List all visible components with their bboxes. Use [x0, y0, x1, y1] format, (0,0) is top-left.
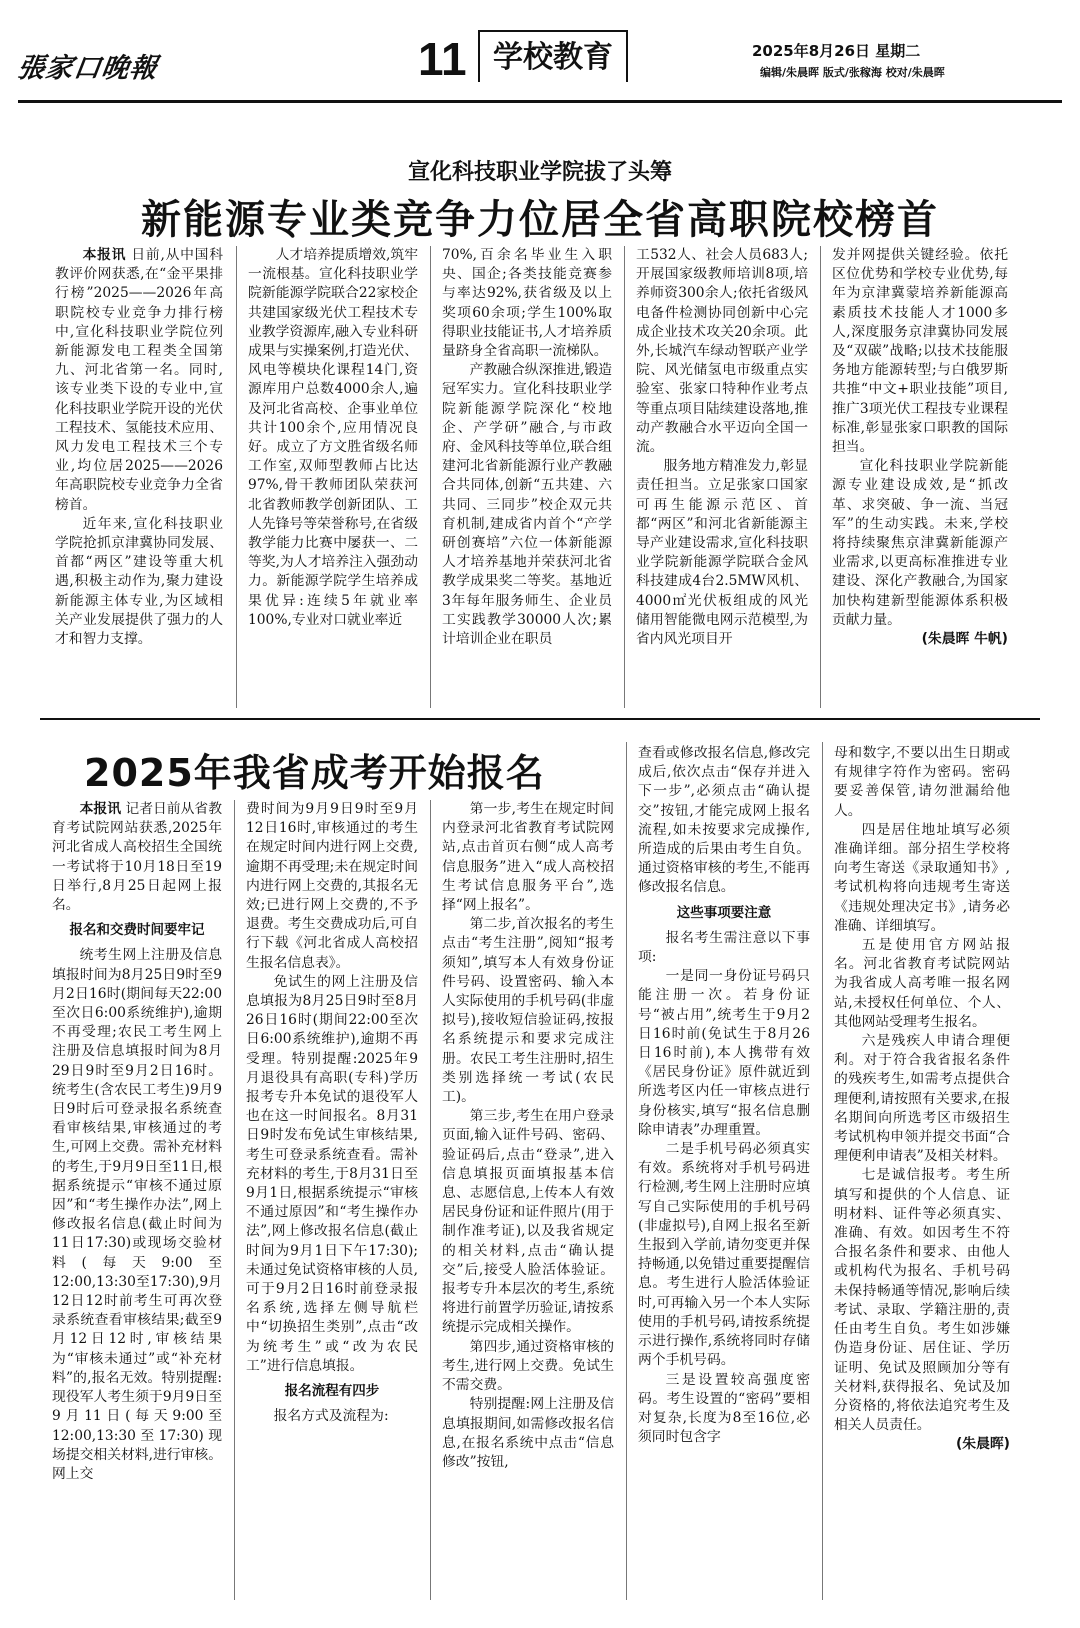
- column-rule: [624, 246, 625, 708]
- article2-column-4: [638, 744, 810, 1600]
- masthead-rule: [18, 100, 1062, 103]
- article2-headline: 2025年我省成考开始报名: [84, 751, 545, 795]
- paragraph: 服务地方精准发力,彰显责任担当。立足张家口国家可再生能源示范区、首都“两区”和河北省新能源主导产业建设需求,宣化科技职业学院新能源学院联合金风科技建成4台2.5MW风机、4000㎡光伏板组成的风光储用智能微电网示范模型,为省内风光项目开: [636, 458, 808, 648]
- column-rule: [430, 246, 431, 708]
- paragraph: 近年来,宣化科技职业学院抢抓京津冀协同发展、首都“两区”建设等重大机遇,积极主动作为,聚力建设新能源主体专业,为区域相关产业发展提供了强力的人才和智力支撑。: [55, 515, 223, 648]
- article1-column-5: [832, 246, 1008, 708]
- article1-column-1: [55, 246, 223, 708]
- paragraph: 发并网提供关键经验。依托区位优势和学校专业优势,每年为京津冀蒙培养新能源高素质技术技能人才1000多人,深度服务京津冀协同发展及“双碳”战略;以技术技能服务地方能源转型;与白俄罗斯共推“中文+职业技能”项目,推广3项光伏工程技专业课程标准,彰显张家口职教的国际担当。: [832, 247, 1008, 456]
- paragraph: 日前,从中国科教评价网获悉,在“金平果排行榜”2025——2026年高职院校专业竞争力排行榜中,宣化科技职业学院位列新能源发电工程类全国第九、河北省第一名。同时,该专业类下设的专业中,宣化科技职业学院开设的光伏工程技术、氢能技术应用、风力发电工程技术三个专业,均位居2025——2026年高职院校专业竞争力全省榜首。: [55, 247, 223, 513]
- paragraph: 六是残疾人申请合理便利。对于符合我省报名条件的残疾考生,如需考点提供合理便利,请按照有关要求,在报名期间向所选考区市级招生考试机构申领并提交书面“合理便利申请表”及相关材料。: [834, 1033, 1010, 1165]
- article1-kicker: 宣化科技职业学院拔了头筹: [407, 160, 672, 185]
- subheading-notes: 这些事项要注意: [676, 904, 772, 921]
- paragraph: 查看或修改报名信息,修改完成后,依次点击“保存并进入下一步”,必须点击“确认提交”按钮,才能完成网上报名流程,如未按要求完成操作,所造成的后果由考生自负。通过资格审核的考生,不能再修改报名信息。: [638, 745, 810, 896]
- column-rule: [820, 246, 821, 708]
- article1-lead-tag: 本报讯: [82, 247, 127, 263]
- subheading-four-steps: 报名流程有四步: [284, 1383, 380, 1400]
- article1-column-3: [442, 246, 612, 708]
- article1-column-4: [636, 246, 808, 708]
- paragraph: 母和数字,不要以出生日期或有规律字符作为密码。密码要妥善保管,请勿泄漏给他人。: [834, 745, 1010, 819]
- paragraph: 第一步,考生在规定时间内登录河北省教育考试院网站,点击首页右侧“成人高考信息服务”进入“成人高校招生考试信息服务平台”,选择“网上报名”。: [442, 801, 614, 914]
- paragraph: 统考生网上注册及信息填报时间为8月25日9时至9月2日16时(期间每天22:00至次日6:00系统维护),逾期不再受理;农民工考生网上注册及信息填报时间为8月29日9时至9月2日16时。统考生(含农民工考生)9月9日9时后可登录报名系统查看审核结果,审核通过的考生,可网上交费。需补充材料的考生,于9月9日至11日,根据系统提示“审核不通过原因”和“考生操作办法”,网上修改报名信息(截止时间为11日17:30)或现场交验材料(每天9:00至12:00,13:30至17:30),9月12日12时前考生可再次登录系统查看审核结果;截至9月12日12时,审核结果为“审核未通过”或“补充材料”的,报名无效。特别提醒:现役军人考生须于9月9日至9月11日(每天9:00至12:00,13:30至17:30)现场提交相关材料,进行审核。网上交: [52, 947, 222, 1482]
- paragraph: 第二步,首次报名的考生点击“考生注册”,阅知“报考须知”,填写本人有效身份证件号码、设置密码、输入本人实际使用的手机号码(非虚拟号),接收短信验证码,按报名系统提示和要求完成注册。农民工考生注册时,招生类别选择统一考试(农民工)。: [442, 916, 614, 1106]
- column-rule: [236, 246, 237, 708]
- paragraph: 70%,百余名毕业生入职央、国企;各类技能竞赛参与率达92%,获省级及以上奖项60余项;学生100%取得职业技能证书,人才培养质量跻身全省高职一流梯队。: [442, 247, 612, 360]
- paragraph: 宣化科技职业学院新能源专业建设成效,是“抓改革、求突破、争一流、当冠军”的生动实践。未来,学校将持续聚焦京津冀新能源产业需求,以更高标准推进专业建设、深化产教融合,为国家加快构建新型能源体系积极贡献力量。: [832, 458, 1008, 628]
- paragraph: 产教融合纵深推进,锻造冠军实力。宣化科技职业学院新能源学院深化“校地企、产学研”融合,与市政府、金风科技等单位,联合组建河北省新能源行业产教融合共同体,创新“五共建、六共同、三同步”校企双元共育机制,建成省内首个“产学研创赛培”六位一体新能源人才培养基地并荣获河北省教学成果奖二等奖。基地近3年每年服务师生、企业员工实践教学30000人次;累计培训企业在职员: [442, 362, 612, 648]
- paragraph: 七是诚信报考。考生所填写和提供的个人信息、证明材料、证件等必须真实、准确、有效。如因考生不符合报名条件和要求、由他人或机构代为报名、手机号码未保持畅通等情况,影响后续考试、录取、学籍注册的,责任由考生自负。考生如涉嫌伪造身份证、居住证、学历证明、免试及照顾加分等有关材料,获得报名、免试及加分资格的,将依法追究考生及相关人员责任。: [834, 1167, 1010, 1434]
- date-line: 2025年8月26日 星期二: [752, 42, 921, 60]
- paragraph: 四是居住地址填写必须准确详细。部分招生学校将向考生寄送《录取通知书》,考试机构将向违规考生寄送《违规处理决定书》,请务必准确、详细填写。: [834, 821, 1010, 934]
- article2-column-3: [442, 800, 614, 1600]
- subheading-registration-time: 报名和交费时间要牢记: [69, 922, 205, 939]
- article2-column-1: [52, 800, 222, 1600]
- paragraph: 报名考生需注意以下事项:: [638, 929, 810, 966]
- column-rule: [822, 742, 823, 1600]
- paragraph: 工532人、社会人员683人;开展国家级教师培训8项,培养师资300余人;依托省级风电备件检测协同创新中心完成企业技术攻关20余项。此外,长城汽车绿动智联产业学院、风光储氢电市级重点实验室、张家口特种作业考点等重点项目陆续建设落地,推动产教融合水平迈向全国一流。: [636, 247, 808, 456]
- page-number: 11: [418, 33, 467, 85]
- article1-byline: (朱晨晖 牛帆): [921, 631, 1008, 648]
- column-rule: [234, 800, 235, 1600]
- article-divider: [40, 718, 1040, 720]
- article2-byline: (朱晨晖): [955, 1436, 1010, 1453]
- article2-column-2: [246, 800, 418, 1600]
- article1-column-2: [248, 246, 418, 708]
- paragraph: 特别提醒:网上注册及信息填报期间,如需修改报名信息,在报名系统中点击“信息修改”按钮,: [442, 1396, 614, 1470]
- paragraph: 一是同一身份证号码只能注册一次。若身份证号“被占用”,统考生于9月2日16时前(免试生于8月26日16时前),本人携带有效《居民身份证》原件就近到所选考区内任一审核点进行身份核实,填写“报名信息删除申请表”办理重置。: [638, 968, 810, 1138]
- editor-credits: 编辑/朱晨晖 版式/张稼海 校对/朱晨晖: [760, 66, 945, 79]
- paragraph: 人才培养提质增效,筑牢一流根基。宣化科技职业学院新能源学院联合22家校企共建国家级光伏工程技术专业教学资源库,融入专业科研成果与实操案例,打造光伏、风电等模块化课程14门,资源库用户总数4000余人,遍及河北省高校、企事业单位共计100余个,应用情况良好。成立了方文胜省级名师工作室,双师型教师占比达97%,骨干教师团队荣获河北省教师教学创新团队、工人先锋号等荣誉称号,在省级教学能力比赛中屡获一、二等奖,为人才培养注入强劲动力。新能源学院学生培养成果优异:连续5年就业率100%,专业对口就业率近: [248, 247, 418, 628]
- column-rule: [430, 800, 431, 1600]
- article2-lead-tag: 本报讯: [79, 801, 121, 817]
- paragraph: 记者日前从省教育考试院网站获悉,2025年河北省成人高校招生全国统一考试将于10月18日至19日举行,8月25日起网上报名。: [52, 801, 222, 914]
- article1-headline: 新能源专业类竞争力位居全省高职院校榜首: [141, 197, 939, 243]
- column-rule: [626, 742, 627, 1600]
- paragraph: 费时间为9月9日9时至9月12日16时,审核通过的考生在规定时间内进行网上交费,逾期不再受理;未在规定时间内进行网上交费的,其报名无效;已进行网上交费的,不予退费。考生交费成功后,可自行下载《河北省成人高校招生报名信息表》。: [246, 801, 418, 971]
- paragraph: 五是使用官方网站报名。河北省教育考试院网站为我省成人高考唯一报名网站,未授权任何单位、个人、其他网站受理考生报名。: [834, 937, 1010, 1030]
- paragraph: 免试生的网上注册及信息填报为8月25日9时至8月26日16时(期间22:00至次日6:00系统维护),逾期不再受理。特别提醒:2025年9月退役具有高职(专科)学历报考专升本免试的退役军人也在这一时间报名。8月31日9时发布免试生审核结果,考生可登录系统查看。需补充材料的考生,于8月31日至9月1日,根据系统提示“审核不通过原因”和“考生操作办法”,网上修改报名信息(截止时间为9月1日下午17:30);未通过免试资格审核的人员,可于9月2日16时前登录报名系统,选择左侧导航栏中“切换招生类别”,点击“改为统考生”或“改为农民工”进行信息填报。: [246, 973, 418, 1374]
- paragraph: 三是设置较高强度密码。考生设置的“密码”要相对复杂,长度为8至16位,必须同时包含字: [638, 1371, 810, 1446]
- section-title: 学校教育: [478, 30, 628, 82]
- paragraph: 二是手机号码必须真实有效。系统将对手机号码进行检测,考生网上注册时应填写自己实际使用的手机号码(非虚拟号),自网上报名至新生报到入学前,请勿变更并保持畅通,以免错过重要提醒信息。考生进行人脸活体验证时,可再输入另一个本人实际使用的手机号码,请按系统提示进行操作,系统将同时存储两个手机号码。: [638, 1141, 810, 1369]
- article2-column-5: [834, 744, 1010, 1600]
- paragraph: 第三步,考生在用户登录页面,输入证件号码、密码、验证码后,点击“登录”,进入信息填报页面填报基本信息、志愿信息,上传本人有效居民身份证和证件照片(用于制作准考证),以及我省规定的相关材料,点击“确认提交”后,接受人脸活体验证。报考专升本层次的考生,系统将进行前置学历验证,请按系统提示完成相关操作。: [442, 1108, 614, 1336]
- paragraph: 报名方式及流程为:: [273, 1408, 389, 1425]
- masthead: [0, 0, 1080, 125]
- paragraph: 第四步,通过资格审核的考生,进行网上交费。免试生不需交费。: [442, 1338, 614, 1394]
- newspaper-logo: 張家口晚報: [15, 53, 160, 84]
